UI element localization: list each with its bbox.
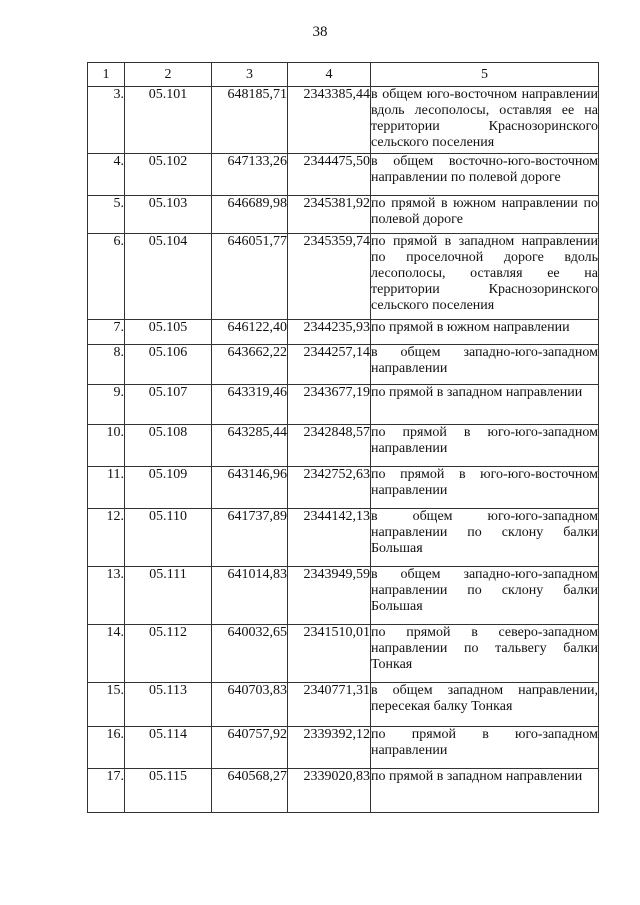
direction-description: по прямой в западном направлении (371, 769, 599, 813)
table-row (88, 320, 599, 345)
row-number: 6. (88, 234, 125, 320)
direction-description: в общем юго-восточном направлении вдоль лесополосы, оставляя ее на территории Краснозоринского сельского поселения (371, 87, 599, 154)
table-row (88, 567, 599, 625)
point-code: 05.107 (125, 385, 212, 425)
coord-x: 640703,83 (212, 683, 288, 727)
point-code: 05.110 (125, 509, 212, 567)
coord-x: 643285,44 (212, 425, 288, 467)
direction-description: по прямой в южном направлении (371, 320, 599, 345)
direction-description: в общем западно-юго-западном направлении (371, 345, 599, 385)
coord-y: 2342848,57 (288, 425, 371, 467)
point-code: 05.103 (125, 196, 212, 234)
table-row (88, 769, 599, 813)
page-number: 38 (312, 24, 328, 40)
direction-description: по прямой в южном направлении по полевой дороге (371, 196, 599, 234)
coord-y: 2339020,83 (288, 769, 371, 813)
point-code: 05.112 (125, 625, 212, 683)
table-row (88, 385, 599, 425)
direction-description: в общем западном направлении, пересекая балку Тонкая (371, 683, 599, 727)
row-number: 9. (88, 385, 125, 425)
header-col-4: 4 (288, 63, 371, 87)
coord-y: 2345359,74 (288, 234, 371, 320)
header-col-5: 5 (371, 63, 599, 87)
direction-description: по прямой в западном направлении (371, 385, 599, 425)
coord-y: 2344257,14 (288, 345, 371, 385)
coord-x: 640757,92 (212, 727, 288, 769)
table-row (88, 625, 599, 683)
coord-x: 647133,26 (212, 154, 288, 196)
point-code: 05.111 (125, 567, 212, 625)
coord-x: 640032,65 (212, 625, 288, 683)
coord-y: 2341510,01 (288, 625, 371, 683)
table-row (88, 234, 599, 320)
direction-description: по прямой в западном направлении по проселочной дороге вдоль лесополосы, оставляя ее на территории Краснозоринского сельского поселения (371, 234, 599, 320)
table-header-row (88, 63, 599, 87)
coord-x: 646689,98 (212, 196, 288, 234)
coord-x: 646051,77 (212, 234, 288, 320)
coord-y: 2343385,44 (288, 87, 371, 154)
direction-description: в общем юго-юго-западном направлении по склону балки Большая (371, 509, 599, 567)
coord-x: 646122,40 (212, 320, 288, 345)
coord-x: 643319,46 (212, 385, 288, 425)
table-row (88, 683, 599, 727)
direction-description: по прямой в северо-западном направлении по тальвегу балки Тонкая (371, 625, 599, 683)
row-number: 16. (88, 727, 125, 769)
direction-description: по прямой в юго-юго-западном направлении (371, 425, 599, 467)
point-code: 05.104 (125, 234, 212, 320)
coord-y: 2344142,13 (288, 509, 371, 567)
boundary-points-table (87, 62, 599, 813)
direction-description: в общем восточно-юго-восточном направлении по полевой дороге (371, 154, 599, 196)
direction-description: по прямой в юго-юго-восточном направлении (371, 467, 599, 509)
coord-y: 2344475,50 (288, 154, 371, 196)
coord-x: 641737,89 (212, 509, 288, 567)
coord-x: 643146,96 (212, 467, 288, 509)
point-code: 05.113 (125, 683, 212, 727)
table-row (88, 87, 599, 154)
direction-description: по прямой в юго-западном направлении (371, 727, 599, 769)
table-row (88, 509, 599, 567)
point-code: 05.102 (125, 154, 212, 196)
row-number: 4. (88, 154, 125, 196)
table-row (88, 467, 599, 509)
coord-x: 640568,27 (212, 769, 288, 813)
row-number: 15. (88, 683, 125, 727)
row-number: 11. (88, 467, 125, 509)
point-code: 05.105 (125, 320, 212, 345)
row-number: 8. (88, 345, 125, 385)
coord-y: 2340771,31 (288, 683, 371, 727)
row-number: 12. (88, 509, 125, 567)
table-row (88, 345, 599, 385)
row-number: 10. (88, 425, 125, 467)
coord-x: 648185,71 (212, 87, 288, 154)
point-code: 05.108 (125, 425, 212, 467)
row-number: 13. (88, 567, 125, 625)
header-col-2: 2 (125, 63, 212, 87)
coord-y: 2343677,19 (288, 385, 371, 425)
coord-y: 2342752,63 (288, 467, 371, 509)
header-col-3: 3 (212, 63, 288, 87)
row-number: 5. (88, 196, 125, 234)
table-row (88, 425, 599, 467)
direction-description: в общем западно-юго-западном направлении по склону балки Большая (371, 567, 599, 625)
point-code: 05.109 (125, 467, 212, 509)
coord-x: 641014,83 (212, 567, 288, 625)
coord-y: 2339392,12 (288, 727, 371, 769)
point-code: 05.114 (125, 727, 212, 769)
row-number: 7. (88, 320, 125, 345)
table-row (88, 196, 599, 234)
row-number: 17. (88, 769, 125, 813)
coord-x: 643662,22 (212, 345, 288, 385)
table-row (88, 727, 599, 769)
row-number: 14. (88, 625, 125, 683)
table-row (88, 154, 599, 196)
coord-y: 2345381,92 (288, 196, 371, 234)
point-code: 05.101 (125, 87, 212, 154)
row-number: 3. (88, 87, 125, 154)
coord-y: 2343949,59 (288, 567, 371, 625)
point-code: 05.115 (125, 769, 212, 813)
coord-y: 2344235,93 (288, 320, 371, 345)
header-col-1: 1 (88, 63, 125, 87)
point-code: 05.106 (125, 345, 212, 385)
